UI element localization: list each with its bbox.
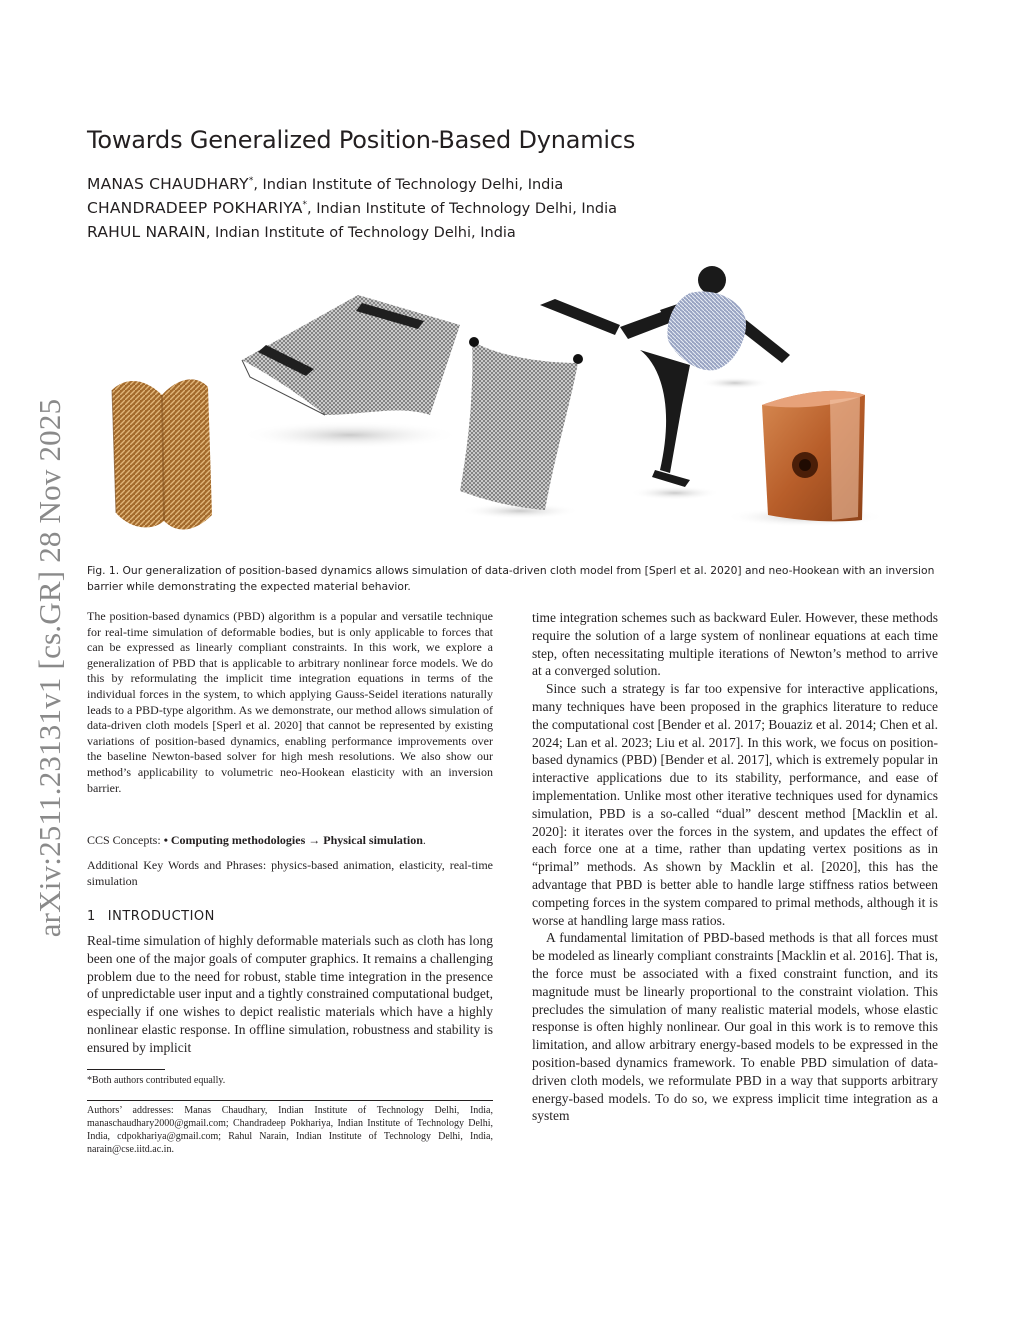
author-affiliation: , Indian Institute of Technology Delhi, India bbox=[307, 201, 618, 217]
author-line bbox=[87, 175, 563, 193]
right-column bbox=[532, 609, 938, 1125]
author-affiliation: , Indian Institute of Technology Delhi, India bbox=[253, 177, 564, 193]
footnote-divider bbox=[87, 1069, 165, 1070]
footnote: *Both authors contributed equally. bbox=[87, 1075, 226, 1086]
ccs-end: . bbox=[422, 833, 426, 847]
equal-contribution-mark: * bbox=[248, 176, 254, 187]
equal-contribution-mark: * bbox=[302, 200, 308, 211]
paper-title: Towards Generalized Position-Based Dynamics bbox=[87, 126, 636, 154]
ccs-label: CCS Concepts: bbox=[87, 833, 164, 847]
addresses-divider bbox=[87, 1100, 493, 1101]
section-title: INTRODUCTION bbox=[107, 909, 215, 924]
twisted-cloth-column bbox=[112, 379, 212, 529]
author-affiliation: , Indian Institute of Technology Delhi, India bbox=[205, 225, 516, 241]
intro-paragraph: Real-time simulation of highly deformable materials such as cloth has long been one of the major goals of computer graphics. It remains a challenging problem due to the need for robust, stable time integration in the presence of unpredictable user input and a tightly constrained computational budget, especially if one wishes to depict realistic materials which have a highly nonlinear elastic response. In offline simulation, robustness and stability is ensured by implicit bbox=[87, 933, 493, 1055]
ccs-bullet: • bbox=[163, 833, 171, 847]
abstract: The position-based dynamics (PBD) algorithm is a popular and versatile technique for real-time simulation of deformable bodies, but is only applicable to forces that can be expressed as linearly compliant constraints. In this work, we explore a generalization of PBD that is applicable to arbitrary nonlinear force models. We do this by reformulating the implicit time integration equations in terms of the individual forces in the system, to which applying Gauss-Seidel iterations naturally leads to a PBD-type algorithm. As we demonstrate, our method allows simulation of data-driven cloth models [Sperl et al. 2020] that cannot be represented by existing variations of position-based dynamics, enabling performance improvements over the baseline Newton-based solver for high mesh resolutions. We also show our method’s applicability to volumetric neo-Hookean elasticity with an inversion barrier. bbox=[87, 609, 493, 795]
draped-cloth-sheet bbox=[240, 295, 460, 449]
author-addresses: Authors’ addresses: Manas Chaudhary, Indian Institute of Technology Delhi, India, manaschaudhary2000@gmail.com; Chandradeep Pokhariya, Indian Institute of Technology Delhi, India, cdpokhariya@gmail.com; Rahul Narain, Indian Institute of Technology Delhi, India, narain@cse.iitd.ac.in. bbox=[87, 1105, 493, 1155]
author-line bbox=[87, 199, 617, 217]
neo-hookean-block bbox=[725, 391, 885, 527]
figure-caption: Fig. 1. Our generalization of position-based dynamics allows simulation of data-driven cloth model from [Sperl et al. 2020] and neo-Hookean with an inversion barrier while demonstrating the expected material behavior. bbox=[87, 564, 935, 593]
section-heading-introduction bbox=[87, 909, 215, 924]
body-paragraph: time integration schemes such as backward Euler. However, these methods require the solution of a large system of nonlinear equations at each time step, often necessitating multiple iterations of Newton’s method to arrive at a converged solution. bbox=[532, 610, 938, 679]
body-paragraph: A fundamental limitation of PBD-based methods is that all forces must be modeled as linearly compliant constraints [Macklin et al. 2016]. That is, the force must be associated with a fixed constraint function, and its magnitude must be linearly proportional to the constraint violation. This precludes the simulation of many realistic material models, whose elastic response is often highly nonlinear. Our goal in this work is to remove this limitation, and allow arbitrary energy-based models to be expressed in the position-based dynamics framework. To enable PBD simulation of data-driven cloth models, we reformulate PBD in a way that supports arbitrary energy-based models. To do so, we express implicit time integration as a system bbox=[532, 930, 938, 1124]
section-number: 1 bbox=[87, 909, 96, 924]
ccs-concept: Computing methodologies → Physical simulation bbox=[170, 833, 423, 847]
additional-keywords: Additional Key Words and Phrases: physics-based animation, elasticity, real-time simulation bbox=[87, 858, 493, 888]
ccs-concepts bbox=[87, 833, 493, 849]
arxiv-identifier-stamp: arXiv:2511.23131v1 [cs.GR] 28 Nov 2025 bbox=[32, 398, 67, 938]
kicking-figure-with-vest bbox=[540, 266, 790, 500]
body-paragraph: Since such a strategy is far too expensive for interactive applications, many techniques have been proposed in the graphics literature to reduce the computational cost [Bender et al. 2017; Bouaziz et al. 2014; Chen et al. 2024; Lan et al. 2023; Liu et al. 2017]. In this work, we focus on position-based dynamics (PBD) [Bender et al. 2017], which is extremely popular in interactive applications due to its stability, performance, and ease of implementation. Unlike most other iterative techniques used for dynamics simulation, PBD is a so-called “dual” descent method [Macklin et al. 2020]: it iterates over the forces in the system, and updates the effect of each force one at a time, rather than updating vertex positions as in “primal” methods. As shown by Macklin et al. [2020], this has the advantage that PBD is better able to handle large stiffness ratios between competing forces in the system compared to primal methods, although it is worse at handling large mass ratios. bbox=[532, 681, 938, 928]
author-line bbox=[87, 223, 516, 241]
hanging-knit-cloth bbox=[460, 337, 583, 519]
author-name: MANAS CHAUDHARY bbox=[87, 175, 249, 193]
author-name: RAHUL NARAIN bbox=[87, 223, 206, 241]
teaser-figure bbox=[100, 255, 940, 540]
author-name: CHANDRADEEP POKHARIYA bbox=[87, 199, 303, 217]
